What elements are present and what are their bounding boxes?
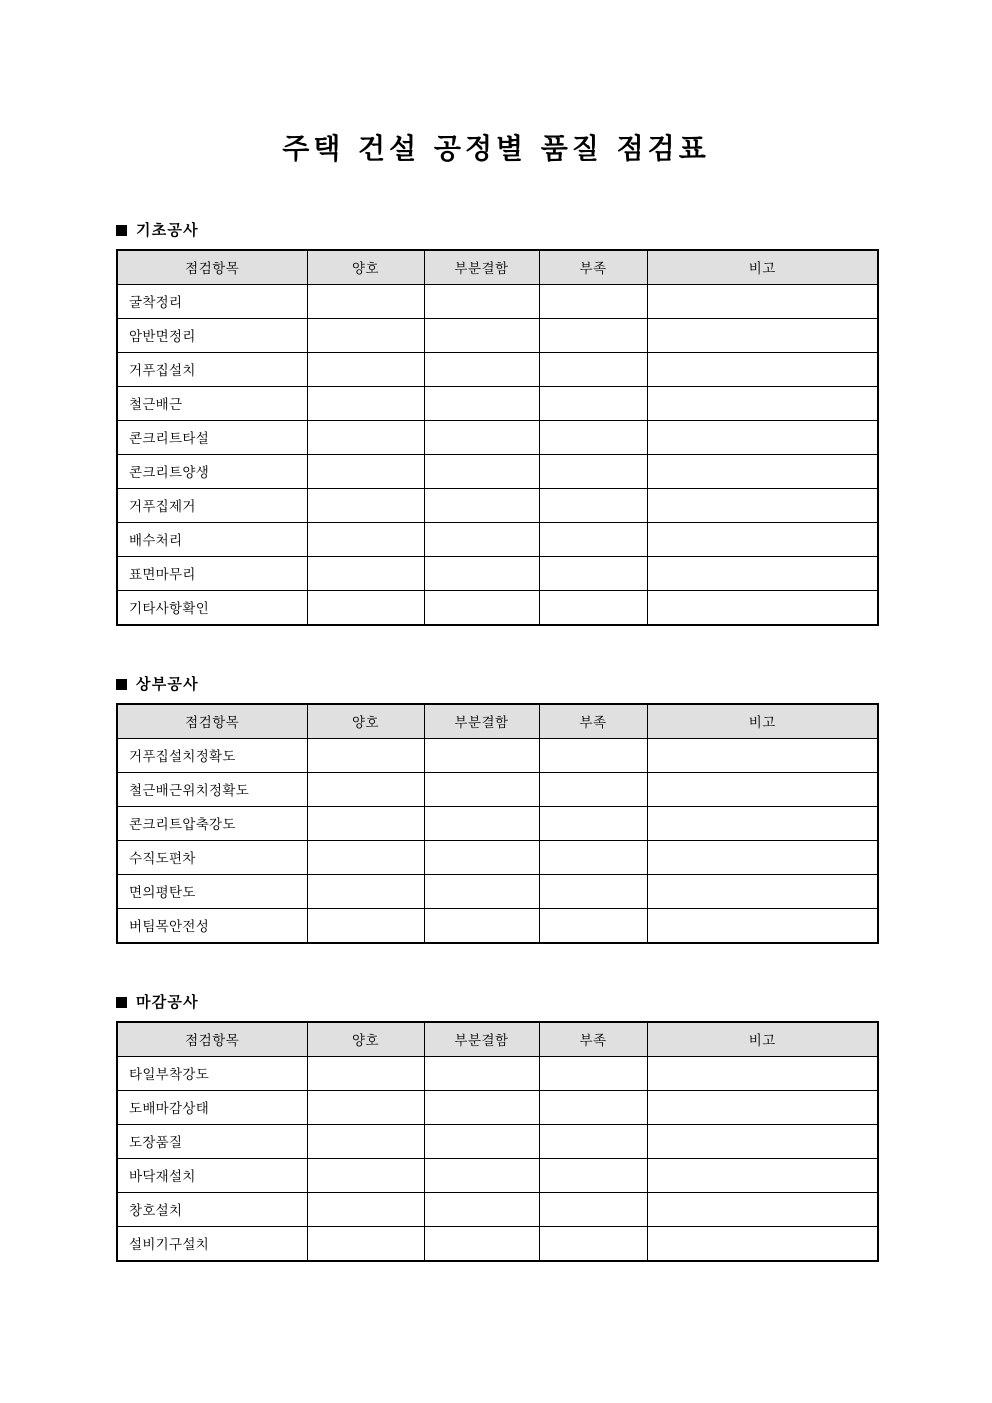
column-header-note: 비고 <box>647 1022 878 1057</box>
section-마감공사 <box>0 944 992 1262</box>
section-heading <box>116 674 992 693</box>
good-checkbox-cell[interactable] <box>307 1056 424 1090</box>
good-checkbox-cell[interactable] <box>307 772 424 806</box>
partial-checkbox-cell[interactable] <box>424 806 539 840</box>
partial-checkbox-cell[interactable] <box>424 488 539 522</box>
partial-checkbox-cell[interactable] <box>424 772 539 806</box>
section-기초공사 <box>0 165 992 626</box>
column-header-good: 양호 <box>307 704 424 739</box>
table-header-row <box>117 250 878 285</box>
page-title: 주택 건설 공정별 품질 점검표 <box>282 132 710 165</box>
partial-checkbox-cell[interactable] <box>424 1192 539 1226</box>
checklist-item-label: 거푸집설치정확도 <box>117 738 307 772</box>
table-row <box>117 318 878 352</box>
partial-checkbox-cell[interactable] <box>424 284 539 318</box>
note-cell[interactable] <box>647 318 878 352</box>
good-checkbox-cell[interactable] <box>307 590 424 625</box>
lacking-checkbox-cell[interactable] <box>539 318 647 352</box>
note-cell[interactable] <box>647 590 878 625</box>
note-cell[interactable] <box>647 284 878 318</box>
note-cell[interactable] <box>647 772 878 806</box>
lacking-checkbox-cell[interactable] <box>539 522 647 556</box>
partial-checkbox-cell[interactable] <box>424 738 539 772</box>
table-row <box>117 454 878 488</box>
table-row <box>117 1158 878 1192</box>
good-checkbox-cell[interactable] <box>307 352 424 386</box>
good-checkbox-cell[interactable] <box>307 1158 424 1192</box>
checklist-item-label: 창호설치 <box>117 1192 307 1226</box>
checklist-item-label: 기타사항확인 <box>117 590 307 625</box>
lacking-checkbox-cell[interactable] <box>539 806 647 840</box>
lacking-checkbox-cell[interactable] <box>539 386 647 420</box>
note-cell[interactable] <box>647 420 878 454</box>
table-row <box>117 738 878 772</box>
checklist-item-label: 도장품질 <box>117 1124 307 1158</box>
good-checkbox-cell[interactable] <box>307 1124 424 1158</box>
column-header-note: 비고 <box>647 250 878 285</box>
lacking-checkbox-cell[interactable] <box>539 1124 647 1158</box>
partial-checkbox-cell[interactable] <box>424 874 539 908</box>
checklist-item-label: 버팀목안전성 <box>117 908 307 943</box>
lacking-checkbox-cell[interactable] <box>539 420 647 454</box>
column-header-item: 점검항목 <box>117 250 307 285</box>
good-checkbox-cell[interactable] <box>307 386 424 420</box>
column-header-good: 양호 <box>307 250 424 285</box>
good-checkbox-cell[interactable] <box>307 318 424 352</box>
note-cell[interactable] <box>647 1056 878 1090</box>
table-row <box>117 874 878 908</box>
table-row <box>117 522 878 556</box>
partial-checkbox-cell[interactable] <box>424 840 539 874</box>
note-cell[interactable] <box>647 1124 878 1158</box>
checklist-item-label: 철근배근 <box>117 386 307 420</box>
checklist-table-기초공사 <box>116 249 879 626</box>
good-checkbox-cell[interactable] <box>307 284 424 318</box>
table-header-row <box>117 1022 878 1057</box>
checklist-item-label: 표면마무리 <box>117 556 307 590</box>
checklist-table-상부공사 <box>116 703 879 944</box>
partial-checkbox-cell[interactable] <box>424 1124 539 1158</box>
table-row <box>117 386 878 420</box>
good-checkbox-cell[interactable] <box>307 908 424 943</box>
note-cell[interactable] <box>647 908 878 943</box>
checklist-item-label: 면의평탄도 <box>117 874 307 908</box>
table-row <box>117 352 878 386</box>
good-checkbox-cell[interactable] <box>307 420 424 454</box>
checklist-item-label: 바닥재설치 <box>117 1158 307 1192</box>
partial-checkbox-cell[interactable] <box>424 908 539 943</box>
partial-checkbox-cell[interactable] <box>424 1056 539 1090</box>
column-header-lacking: 부족 <box>539 704 647 739</box>
partial-checkbox-cell[interactable] <box>424 352 539 386</box>
column-header-partial: 부분결함 <box>424 250 539 285</box>
checklist-item-label: 거푸집설치 <box>117 352 307 386</box>
checklist-item-label: 콘크리트양생 <box>117 454 307 488</box>
table-header-row <box>117 704 878 739</box>
section-상부공사 <box>0 626 992 944</box>
lacking-checkbox-cell[interactable] <box>539 488 647 522</box>
note-cell[interactable] <box>647 1192 878 1226</box>
good-checkbox-cell[interactable] <box>307 454 424 488</box>
checklist-item-label: 수직도편차 <box>117 840 307 874</box>
good-checkbox-cell[interactable] <box>307 1192 424 1226</box>
good-checkbox-cell[interactable] <box>307 806 424 840</box>
lacking-checkbox-cell[interactable] <box>539 352 647 386</box>
note-cell[interactable] <box>647 738 878 772</box>
section-heading-label: 상부공사 <box>136 674 199 693</box>
good-checkbox-cell[interactable] <box>307 738 424 772</box>
filled-square-bullet-icon <box>116 225 127 236</box>
good-checkbox-cell[interactable] <box>307 1090 424 1124</box>
table-row <box>117 772 878 806</box>
checklist-item-label: 거푸집제거 <box>117 488 307 522</box>
lacking-checkbox-cell[interactable] <box>539 556 647 590</box>
partial-checkbox-cell[interactable] <box>424 1226 539 1261</box>
good-checkbox-cell[interactable] <box>307 522 424 556</box>
section-heading-label: 기초공사 <box>136 220 199 239</box>
checklist-table-마감공사 <box>116 1021 879 1262</box>
section-heading-label: 마감공사 <box>136 992 199 1011</box>
note-cell[interactable] <box>647 454 878 488</box>
checklist-item-label: 타일부착강도 <box>117 1056 307 1090</box>
note-cell[interactable] <box>647 806 878 840</box>
partial-checkbox-cell[interactable] <box>424 386 539 420</box>
table-row <box>117 1090 878 1124</box>
good-checkbox-cell[interactable] <box>307 556 424 590</box>
table-row <box>117 284 878 318</box>
column-header-good: 양호 <box>307 1022 424 1057</box>
table-row <box>117 556 878 590</box>
note-cell[interactable] <box>647 840 878 874</box>
note-cell[interactable] <box>647 488 878 522</box>
lacking-checkbox-cell[interactable] <box>539 454 647 488</box>
partial-checkbox-cell[interactable] <box>424 420 539 454</box>
column-header-note: 비고 <box>647 704 878 739</box>
table-row <box>117 840 878 874</box>
note-cell[interactable] <box>647 874 878 908</box>
checklist-item-label: 도배마감상태 <box>117 1090 307 1124</box>
partial-checkbox-cell[interactable] <box>424 522 539 556</box>
checklist-item-label: 철근배근위치정확도 <box>117 772 307 806</box>
table-row <box>117 590 878 625</box>
note-cell[interactable] <box>647 1090 878 1124</box>
checklist-item-label: 설비기구설치 <box>117 1226 307 1261</box>
filled-square-bullet-icon <box>116 679 127 690</box>
note-cell[interactable] <box>647 1158 878 1192</box>
good-checkbox-cell[interactable] <box>307 874 424 908</box>
partial-checkbox-cell[interactable] <box>424 1158 539 1192</box>
lacking-checkbox-cell[interactable] <box>539 772 647 806</box>
lacking-checkbox-cell[interactable] <box>539 908 647 943</box>
partial-checkbox-cell[interactable] <box>424 556 539 590</box>
good-checkbox-cell[interactable] <box>307 840 424 874</box>
column-header-partial: 부분결함 <box>424 1022 539 1057</box>
good-checkbox-cell[interactable] <box>307 488 424 522</box>
column-header-item: 점검항목 <box>117 704 307 739</box>
column-header-partial: 부분결함 <box>424 704 539 739</box>
table-row <box>117 908 878 943</box>
lacking-checkbox-cell[interactable] <box>539 874 647 908</box>
note-cell[interactable] <box>647 386 878 420</box>
lacking-checkbox-cell[interactable] <box>539 1056 647 1090</box>
table-row <box>117 1056 878 1090</box>
note-cell[interactable] <box>647 556 878 590</box>
checklist-item-label: 콘크리트타설 <box>117 420 307 454</box>
note-cell[interactable] <box>647 1226 878 1261</box>
lacking-checkbox-cell[interactable] <box>539 1226 647 1261</box>
lacking-checkbox-cell[interactable] <box>539 1090 647 1124</box>
partial-checkbox-cell[interactable] <box>424 454 539 488</box>
good-checkbox-cell[interactable] <box>307 1226 424 1261</box>
note-cell[interactable] <box>647 352 878 386</box>
filled-square-bullet-icon <box>116 997 127 1008</box>
table-row <box>117 1226 878 1261</box>
lacking-checkbox-cell[interactable] <box>539 1192 647 1226</box>
lacking-checkbox-cell[interactable] <box>539 1158 647 1192</box>
checklist-item-label: 암반면정리 <box>117 318 307 352</box>
section-heading <box>116 220 992 239</box>
lacking-checkbox-cell[interactable] <box>539 590 647 625</box>
checklist-item-label: 콘크리트압축강도 <box>117 806 307 840</box>
column-header-lacking: 부족 <box>539 250 647 285</box>
table-row <box>117 1124 878 1158</box>
partial-checkbox-cell[interactable] <box>424 590 539 625</box>
table-row <box>117 1192 878 1226</box>
table-row <box>117 420 878 454</box>
note-cell[interactable] <box>647 522 878 556</box>
column-header-lacking: 부족 <box>539 1022 647 1057</box>
checklist-item-label: 굴착정리 <box>117 284 307 318</box>
partial-checkbox-cell[interactable] <box>424 1090 539 1124</box>
checklist-item-label: 배수처리 <box>117 522 307 556</box>
section-heading <box>116 992 992 1011</box>
table-row <box>117 806 878 840</box>
lacking-checkbox-cell[interactable] <box>539 738 647 772</box>
lacking-checkbox-cell[interactable] <box>539 840 647 874</box>
lacking-checkbox-cell[interactable] <box>539 284 647 318</box>
partial-checkbox-cell[interactable] <box>424 318 539 352</box>
column-header-item: 점검항목 <box>117 1022 307 1057</box>
table-row <box>117 488 878 522</box>
